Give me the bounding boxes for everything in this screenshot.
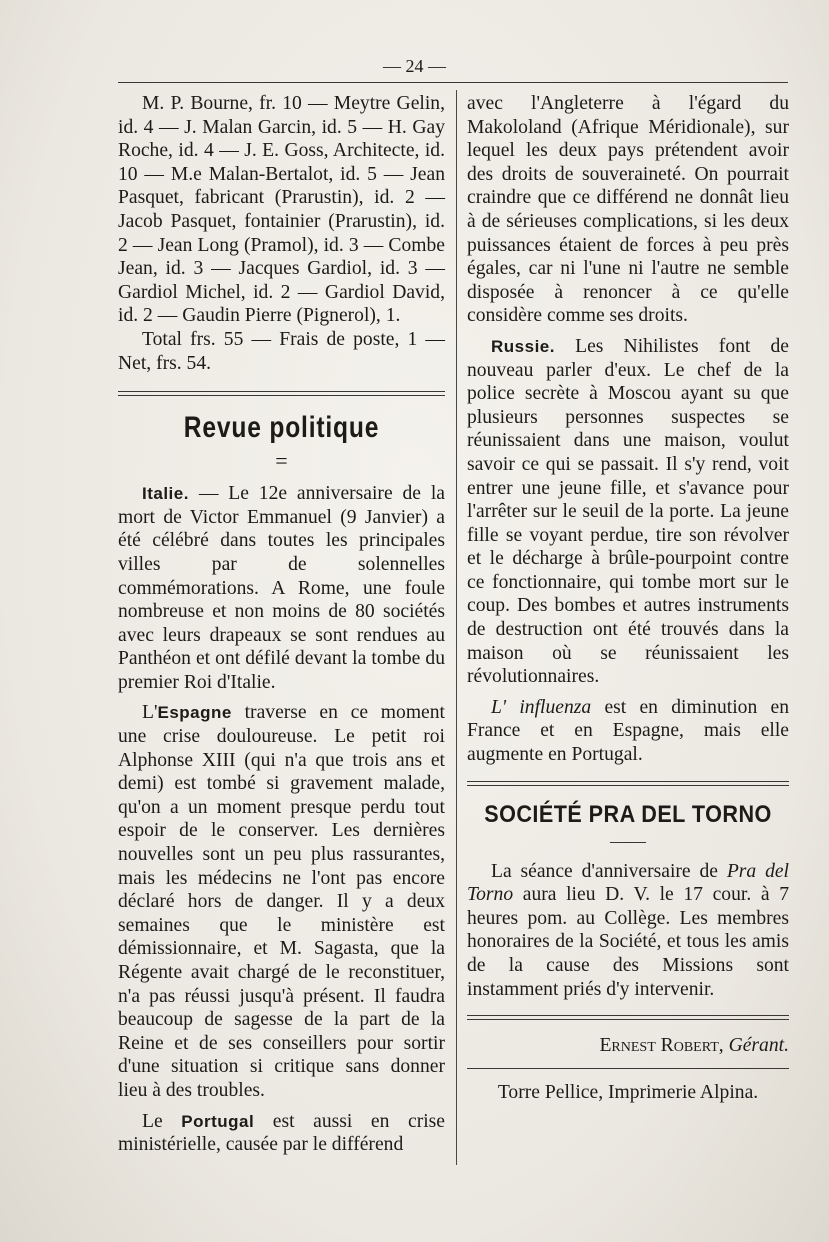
society-notice bbox=[467, 860, 789, 1002]
influenza-article bbox=[467, 696, 789, 767]
signature-rule bbox=[467, 1015, 789, 1020]
signature bbox=[467, 1034, 789, 1058]
italie-keyword: Italie. bbox=[142, 484, 189, 504]
portugal-article bbox=[118, 1110, 445, 1157]
russie-text: Les Nihilistes font de nouveau parler d'eux. Le chef de la police secrète à Moscou ayant su que plusieurs personnes suspectes se réunissaient dans une maison, voulut savoir ce qui se passait. Il s'y rend, voit entrer une jeune fille, et s'avance pour l'arrêter sur le seuil de la porte. La jeune fille se voyant perdue, tire son révolver et le décharge à brûle-pourpoint contre ce fonctionnaire, qui tombe mort sur le coup. Des bombes et autres instruments de destruction ont été trouvés dans la maison où se réunissaient les révolutionnaires. bbox=[467, 335, 789, 688]
influenza-keyword: L' influenza bbox=[491, 696, 592, 718]
espagne-text: traverse en ce moment une crise douloureuse. Le petit roi Alphonse XIII (qui n'a que trois ans et demi) est tombé si gravement malade, qu'on a un moment presque perdu tout espoir de le conserver. Les dernières nouvelles sont un peu plus rassurantes, mais les médecins ne l'ont pas encore déclaré hors de danger. Il y a deux semaines que le ministère est démissionnaire, et M. Sagasta, que la Régente avait chargé de le reconstituer, n'a pas réussi jusqu'à présent. Il faudra beaucoup de sagesse de la part de la Reine et de ses conseillers pour sortir d'une situation si critique sans donner lieu à des troubles. bbox=[118, 702, 445, 1101]
society-notice-text: aura lieu D. V. le 17 cour. à 7 heures pom. au Collège. Les membres honoraires de la Société, et tous les amis de la cause des Missions sont instamment priés d'y intervenir. bbox=[467, 884, 789, 1000]
section-title: Revue politique bbox=[183, 411, 380, 445]
page-number: — 24 — bbox=[383, 56, 446, 76]
espagne-article bbox=[118, 701, 445, 1102]
left-column bbox=[118, 92, 445, 1157]
portugal-keyword: Portugal bbox=[181, 1111, 255, 1131]
society-dash: —— bbox=[610, 830, 646, 851]
russie-article bbox=[467, 335, 789, 689]
subscription-total: Total frs. 55 — Frais de poste, 1 — Net, frs. 54. bbox=[118, 328, 445, 374]
printer-line: Torre Pellice, Imprimerie Alpina. bbox=[497, 1081, 759, 1103]
russie-keyword: Russie. bbox=[491, 336, 555, 356]
header-rule bbox=[118, 82, 788, 83]
right-column bbox=[467, 92, 789, 1104]
italie-text: — Le 12e anniversaire de la mort de Victor Emmanuel (9 Janvier) a été célébré dans toutes les principales villes par de solennelles commémorations. A Rome, une foule nombreuse et non moins de 80 sociétés avec leurs drapeaux se sont rendues au Panthéon et ont défilé devant la tombe du premier Roi d'Italie. bbox=[118, 483, 445, 693]
column-divider bbox=[456, 90, 457, 1165]
printer-rule bbox=[467, 1068, 789, 1069]
espagne-prefix: L' bbox=[142, 702, 158, 724]
italie-article bbox=[118, 482, 445, 694]
portugal-continuation: avec l'Angleterre à l'égard du Makololand (Afrique Méridionale), sur lequel les deux pays prétendent avoir des droits de souveraineté. On pourrait craindre que ce différend ne donnât lieu à de sérieuses complications, si les deux puissances étaient de forces à peu près égales, car ni l'une ni l'autre ne semble disposée à renoncer à ce qu'elle considère comme ses droits. bbox=[467, 93, 789, 327]
society-notice-prefix: La séance d'anniversaire de bbox=[491, 860, 727, 882]
signature-name: Ernest Robert, bbox=[599, 1035, 729, 1057]
portugal-text: est aussi en crise ministérielle, causée par le différend bbox=[118, 1110, 445, 1156]
signature-role: Gérant. bbox=[728, 1035, 789, 1057]
section-double-rule bbox=[118, 391, 445, 396]
society-double-rule bbox=[467, 781, 789, 786]
espagne-keyword: Espagne bbox=[157, 703, 232, 723]
influenza-text: est en diminution en France et en Espagne, mais elle augmente en Portugal. bbox=[467, 696, 789, 766]
society-title: SOCIÉTÉ PRA DEL TORNO bbox=[484, 800, 772, 828]
subscriber-list: M. P. Bourne, fr. 10 — Meytre Gelin, id. 4 — J. Malan Garcin, id. 5 — H. Gay Roche, id. 4 — J. E. Goss, Architecte, id. 10 — M.e Malan-Bertalot, id. 5 — Jean Pasquet, fabricant (Prarustin), id. 2 — Jacob Pasquet, fontainier (Prarustin), id. 2 — Jean Long (Pramol), id. 3 — Combe Jean, id. 3 — Jacques Gardiol, id. 3 — Gardiol Michel, id. 2 — Gardiol David, id. 2 — Gaudin Pierre (Pignerol), 1. bbox=[118, 93, 445, 327]
portugal-prefix: Le bbox=[142, 1110, 182, 1132]
society-name: Pra del Torno bbox=[467, 860, 790, 906]
title-ornament: = bbox=[275, 448, 288, 474]
